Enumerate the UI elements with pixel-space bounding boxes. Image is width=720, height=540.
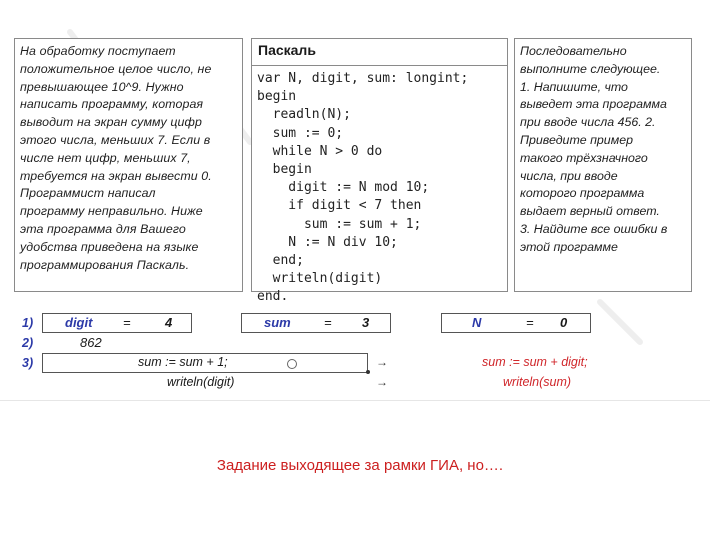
code-title: Паскаль [252,39,507,66]
answer-sum-box [241,313,391,333]
fix-line-2: writeln(sum) [503,375,572,389]
instructions-box [514,38,692,292]
answer-value: 4 [165,315,173,330]
answer-var: digit [65,315,93,330]
code-line: begin [257,89,297,105]
answer-eq: = [526,315,534,330]
code-listing [252,66,507,311]
slide-caption: Задание выходящее за рамки ГИА, но…. [216,457,504,474]
arrow-icon: → [376,375,388,389]
error-line-1: sum := sum + 1; [138,355,228,369]
code-line: digit := N mod 10; [257,180,430,196]
code-line: N := N div 10; [257,234,398,250]
code-line: if digit < 7 then [257,198,422,214]
instructions-text: Последовательно выполните следующее. 1. Напишите, что выведет эта программа при вводе числа 456. 2. Приведите пример такого трёхзначного числа, при вводе которого программа выдает верный ответ. 3. Найдите все ошибки в этой программе [520,44,668,254]
code-line: sum := 0; [257,125,344,141]
answer-var: sum [264,315,291,330]
answer-value: 0 [560,315,568,330]
answer-n-box [441,313,591,333]
pascal-code-box [251,38,508,305]
code-line: end. [257,289,289,305]
answer-number-2: 2) [22,336,34,350]
answer-value: 3 [362,315,370,330]
task-text: На обработку поступает положительное целое число, не превышающее 10^9. Нужно написать программу, которая выводит на экран сумму цифр этого числа, меньших 7. Если в числе нет цифр, меньших 7, требуется на экран вывести 0. Программист написал программу неправильно. Ниже эта программа для Вашего удобства приведена на языке программирования Паскаль. [20,44,212,272]
code-line: end; [257,253,304,269]
code-line: var N, digit, sum: longint; [257,71,469,86]
arrow-icon: → [376,355,388,369]
answer-var: N [472,315,482,330]
code-line: sum := sum + 1; [257,216,422,232]
answer-digit-box [42,313,192,333]
code-line: while N > 0 do [257,143,383,159]
cursor-icon [287,359,297,369]
answer-number-1: 1) [22,316,34,330]
code-line: writeln(digit) [257,271,383,287]
dot-marker [366,370,370,374]
fix-line-1: sum := sum + digit; [482,355,588,369]
code-line: begin [257,162,312,178]
error-line-2: writeln(digit) [167,375,235,389]
task-description [14,38,243,292]
example-number: 862 [80,335,102,350]
answer-number-3: 3) [22,356,34,370]
code-line: readln(N); [257,107,351,123]
answer-eq: = [324,315,332,330]
answer-eq: = [123,315,131,330]
